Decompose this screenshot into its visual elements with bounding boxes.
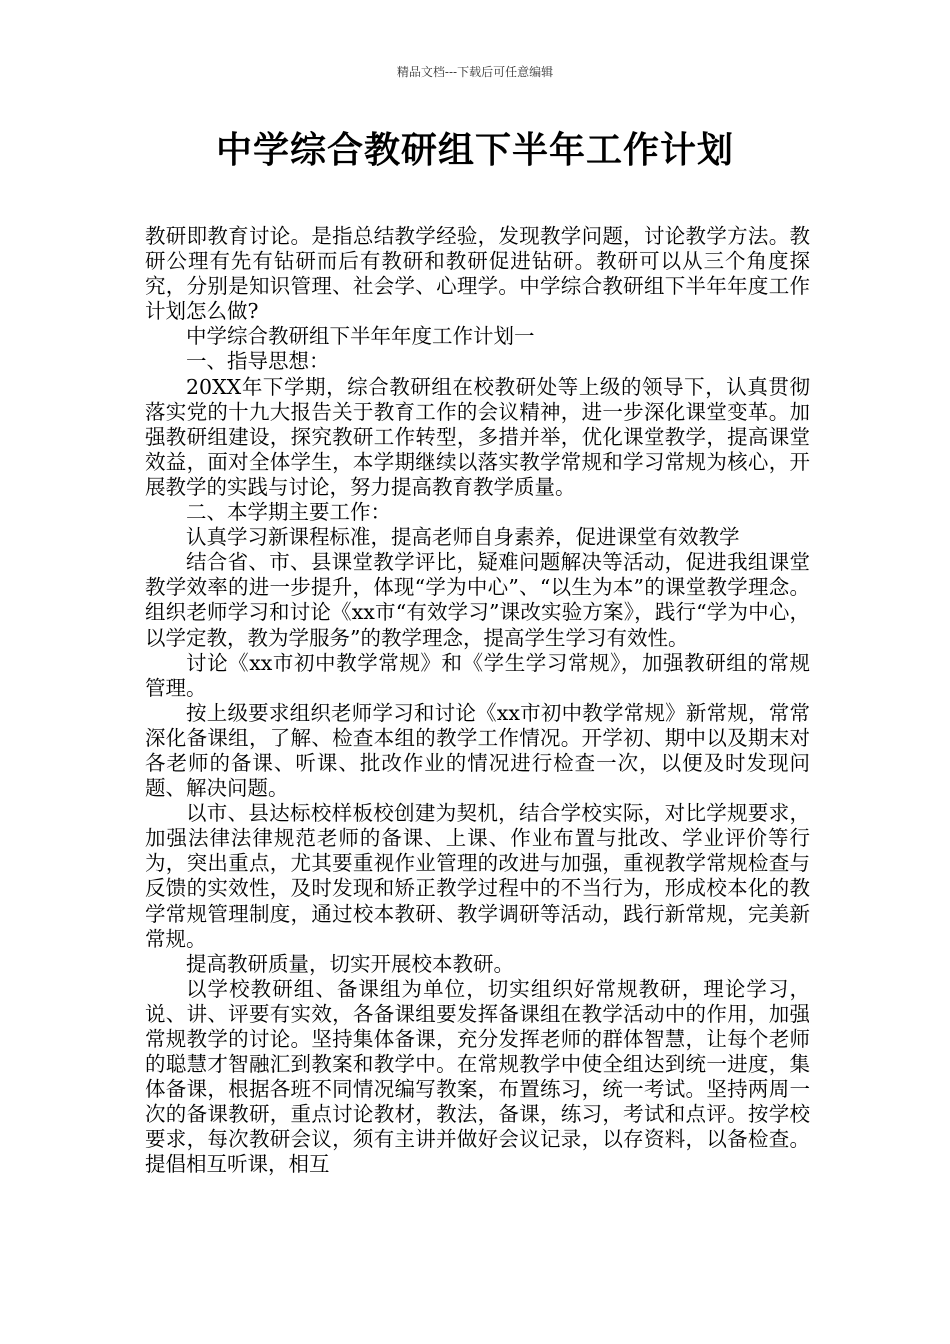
header-note: 精品文档---下载后可任意编辑: [396, 65, 554, 79]
body-paragraph: 20XX年下学期，综合教研组在校教研处等上级的领导下，认真贯彻落实党的十九大报告关于教育工作的会议精神，进一步深化课堂变革。加强教研组建设，探究教研工作转型，多措并举，优化课堂教学，提高课堂效益，面对全体学生，本学期继续以落实教学常规和学习常规为核心，开展教学的实践与讨论，努力提高教育教学质量。: [145, 374, 810, 499]
document-title: 中学综合教研组下半年工作计划: [215, 130, 734, 171]
body-paragraph: 按上级要求组织老师学习和讨论《xx市初中教学常规》新常规，常常深化备课组，了解、检查本组的教学工作情况。开学初、期中以及期末对各老师的备课、听课、批改作业的情况进行检查一次，以便及时发现问题、解决问题。: [145, 700, 810, 801]
body-paragraph: 结合省、市、县课堂教学评比，疑难问题解决等活动，促进我组课堂教学效率的进一步提升，体现“学为中心”、“以生为本”的课堂教学理念。组织老师学习和讨论《xx市“有效学习”课改实验方案》，践行“学为中心，以学定教，教为学服务”的教学理念，提高学生学习有效性。: [145, 550, 810, 650]
body-paragraph: 中学综合教研组下半年年度工作计划一: [186, 324, 535, 349]
body-paragraph: 以学校教研组、备课组为单位，切实组织好常规教研，理论学习，说、讲、评要有实效，各备课组要发挥备课组在教学活动中的作用，加强常规教学的讨论。坚持集体备课，充分发挥老师的群体智慧，让每个老师的聪慧才智融汇到教案和教学中。在常规教学中使全组达到统一进度，集体备课，根据各班不同情况编写教案，布置练习，统一考试。坚持两周一次的备课教研，重点讨论教材，教法，备课，练习，考试和点评。按学校要求，每次教研会议，须有主讲并做好会议记录，以存资料，以备检查。提倡相互听课，相互: [145, 976, 810, 1177]
document-body: [145, 224, 810, 1178]
body-paragraph: 教研即教育讨论。是指总结教学经验，发现教学问题，讨论教学方法。教研公理有先有钻研而后有教研和教研促进钻研。教研可以从三个角度探究，分别是知识管理、社会学、心理学。中学综合教研组下半年年度工作计划怎么做?: [145, 224, 810, 324]
body-paragraph: 讨论《xx市初中教学常规》和《学生学习常规》，加强教研组的常规管理。: [145, 650, 810, 700]
body-paragraph: 二、本学期主要工作：: [186, 500, 391, 525]
body-paragraph: 认真学习新课程标准，提高老师自身素养，促进课堂有效教学: [186, 525, 740, 550]
body-paragraph: 一、指导思想：: [186, 349, 330, 374]
body-paragraph: 提高教研质量，切实开展校本教研。: [186, 951, 514, 976]
body-paragraph: 以市、县达标校样板校创建为契机，结合学校实际，对比学规要求，加强法律法律规范老师的备课、上课、作业布置与批改、学业评价等行为，突出重点，尤其要重视作业管理的改进与加强，重视教学常规检查与反馈的实效性，及时发现和矫正教学过程中的不当行为，形成校本化的教学常规管理制度，通过校本教研、教学调研等活动，践行新常规，完美新常规。: [145, 801, 810, 951]
